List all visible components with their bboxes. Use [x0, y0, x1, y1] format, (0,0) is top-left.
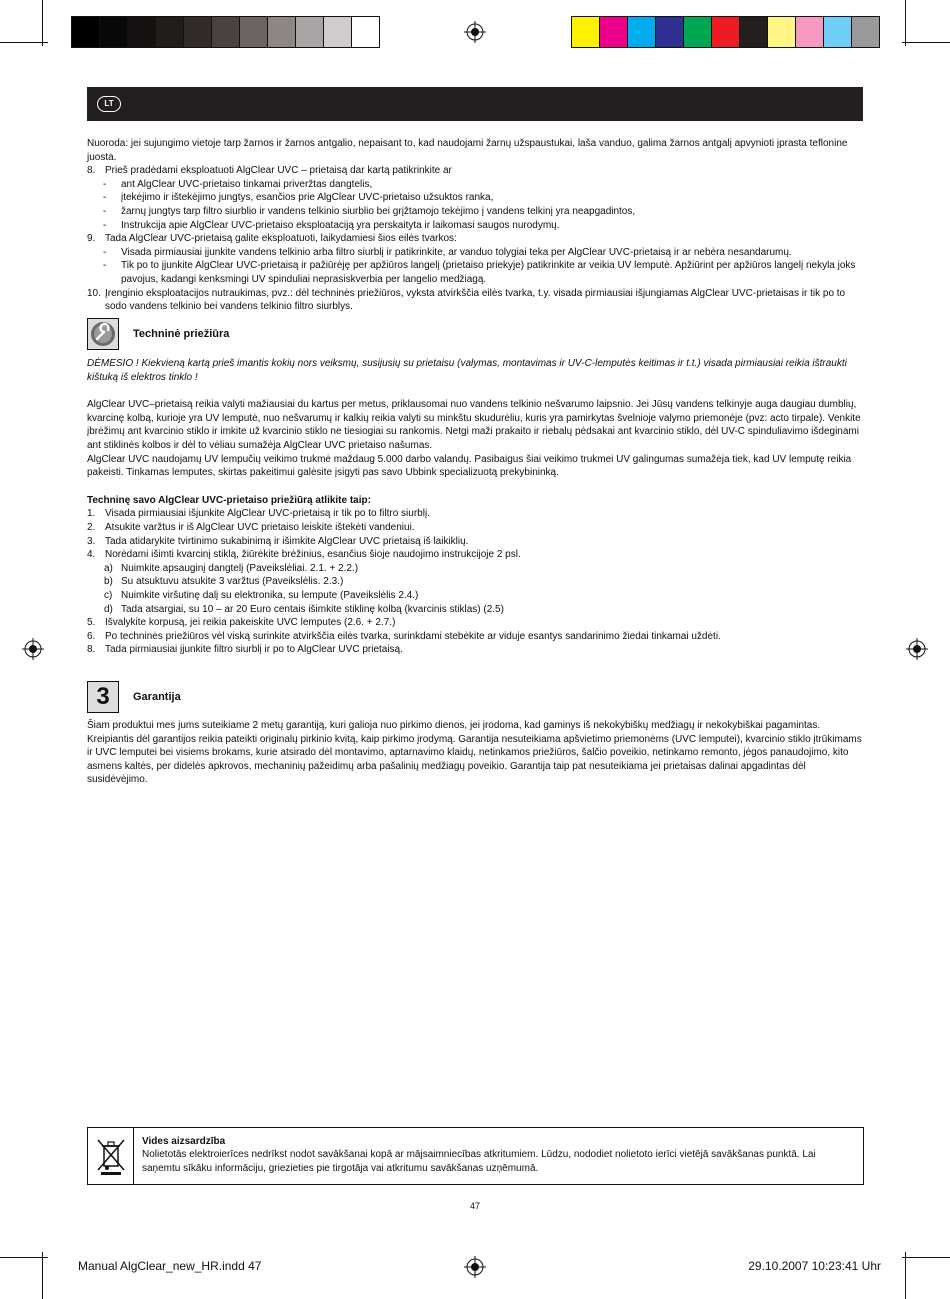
intro-item	[87, 164, 863, 178]
dash-marker: -	[103, 260, 107, 272]
intro-item-text: Prieš pradėdami eksploatuoti AlgClear UVC – prietaisą dar kartą patikrinkite ar	[105, 165, 452, 177]
intro-subitem	[87, 219, 863, 233]
registration-mark-icon	[906, 638, 928, 660]
color-swatch	[628, 17, 656, 47]
crop-mark	[905, 1252, 906, 1299]
maintenance-step-number: 1.	[87, 508, 96, 520]
maintenance-step	[87, 630, 863, 644]
maintenance-substep-text: Nuimkite apsauginį dangtelį (Paveikslėliai. 2.1. + 2.2.)	[121, 562, 359, 574]
color-swatch	[212, 17, 240, 47]
maintenance-step	[87, 521, 863, 535]
warranty-heading	[87, 681, 181, 713]
maintenance-step-text: Po techninės priežiūros vėl viską surinkite atvirkščia eilės tvarka, surinkdami stebėkite ar viduje esantys sandarinimo žiedai tinkamai uždėti.	[105, 630, 721, 642]
color-swatch	[268, 17, 296, 47]
crop-mark	[0, 1257, 48, 1258]
intro-item-text: Įrenginio eksploatacijos nutraukimas, pvz.: dėl techninės priežiūros, vyksta atvirkščia eilės tvarka, t.y. visada pirmiausiai išjungiamas AlgClear UVC-prietaisas ir tik po to sodo vandens telkinio bei vandens telkinio filtro siurblys.	[105, 287, 846, 313]
language-header-bar	[87, 87, 863, 121]
registration-mark-icon	[464, 1256, 486, 1278]
intro-list	[87, 164, 863, 314]
intro-subitem-text: įtekėjimo ir ištekėjimo jungtys, esančios prie AlgClear UVC-prietaiso užsuktos ranka,	[121, 192, 494, 204]
color-swatch	[600, 17, 628, 47]
environment-notice	[87, 1127, 864, 1185]
intro-item-number: 8.	[87, 165, 96, 177]
maintenance-substep-text: Su atsuktuvu atsukite 3 varžtus (Paveikslėlis. 2.3.)	[121, 576, 344, 588]
intro-subitem	[87, 205, 863, 219]
color-swatch	[240, 17, 268, 47]
wrench-icon	[90, 321, 116, 347]
intro-item-number: 10.	[87, 287, 101, 299]
maintenance-step	[87, 548, 863, 562]
maintenance-steps-title: Techninę savo AlgClear UVC-prietaiso priežiūrą atlikite taip:	[87, 494, 371, 506]
crop-mark	[902, 1257, 950, 1258]
maintenance-section	[87, 357, 863, 657]
color-swatch	[796, 17, 824, 47]
registration-mark-icon	[22, 638, 44, 660]
maintenance-step-text: Išvalykite korpusą, jei reikia pakeiskite UVC lemputes (2.6. + 2.7.)	[105, 617, 396, 629]
color-swatch	[128, 17, 156, 47]
maintenance-step-number: 2.	[87, 521, 96, 533]
page-number: 47	[469, 1201, 480, 1211]
maintenance-step-text: Atsukite varžtus ir iš AlgClear UVC prietaiso leiskite ištekėti vandeniui.	[105, 521, 415, 533]
process-color-bar	[571, 16, 880, 48]
intro-subitem	[87, 178, 863, 192]
maintenance-badge	[87, 318, 119, 350]
warranty-badge-number: 3	[96, 683, 110, 710]
color-swatch	[324, 17, 352, 47]
color-swatch	[184, 17, 212, 47]
dash-marker: -	[103, 219, 107, 231]
color-swatch	[100, 17, 128, 47]
maintenance-substep-letter: a)	[104, 562, 113, 574]
warranty-badge	[87, 681, 119, 713]
maintenance-paragraph: AlgClear UVC–prietaisą reikia valyti mažiausiai du kartus per metus, priklausomai nuo vandens telkinio nešvarumo laipsnio. Jei Jūsų vandens telkinyje auga daugiau dumblių, kvarcinę kolbą, kurioje yra UV lemputė, nuo nešvarumų ir kalkių reikia valyti su minkštu skudurėliu, kuris yra pamirkytas švelnioje valymo priemonėje (pvz: acto tirpale). Venkite įbrėžimų ant kvarcinio stiklo ir imkite už kvarcinio stiklo ne tiesiogiai su rankomis. Netgi maži prakaito ir riebalų pėdsakai ant kvarcinio stiklo, dėl UV-C spinduliavimo išdeginami ant stiklinės kolbos ir dėl to vėliau sumažėja AlgClear UVC prietaiso našumas.	[87, 399, 861, 451]
intro-item	[87, 232, 863, 246]
maintenance-step-number: 6.	[87, 630, 96, 642]
warranty-section	[87, 719, 863, 787]
warranty-title: Garantija	[133, 691, 181, 703]
maintenance-title: Techninė priežiūra	[133, 328, 230, 340]
maintenance-step-number: 4.	[87, 549, 96, 561]
maintenance-step-text: Visada pirmiausiai išjunkite AlgClear UVC-prietaisą ir tik po to filtro siurblį.	[105, 508, 430, 520]
color-swatch	[712, 17, 740, 47]
dash-marker: -	[103, 192, 107, 204]
crop-mark	[902, 42, 950, 43]
maintenance-steps-list	[87, 507, 863, 657]
color-swatch	[684, 17, 712, 47]
maintenance-step	[87, 507, 863, 521]
intro-item-text: Tada AlgClear UVC-prietaisą galite eksploatuoti, laikydamiesi šios eilės tvarkos:	[105, 233, 457, 245]
crop-mark	[42, 0, 43, 46]
maintenance-warning: DĖMESIO ! Kiekvieną kartą prieš imantis kokių nors veiksmų, susijusių su prietaisu (valymas, montavimas ir UV-C-lemputės keitimas ir t.t.) visada pirmiausiai reikia ištraukti kištuką iš elektros tinklo !	[87, 358, 847, 383]
maintenance-substep	[87, 575, 863, 589]
maintenance-step-text: Tada pirmiausiai įjunkite filtro siurblį ir po to AlgClear UVC prietaisą.	[105, 644, 403, 656]
color-swatch	[824, 17, 852, 47]
maintenance-step-number: 8.	[87, 644, 96, 656]
maintenance-paragraph: AlgClear UVC naudojamų UV lempučių veikimo trukmė maždaug 5.000 darbo valandų. Pasibaigus šiai veikimo trukmei UV galingumas sumažėja tiek, kad UV lemputę reikia pakeisti. Tinkamas lemputes, skirtas pakeitimui galėsite įsigyti pas savo Ubbink specializuotą prekybininką.	[87, 453, 852, 479]
intro-subitem	[87, 259, 863, 286]
maintenance-step-text: Norėdami išimti kvarcinį stiklą, žiūrėkite brėžinius, esančius šioje naudojimo instrukcijoje 2 psl.	[105, 549, 521, 561]
maintenance-substep-letter: c)	[104, 589, 113, 601]
crop-mark	[0, 42, 48, 43]
language-badge: LT	[97, 96, 121, 112]
color-swatch	[156, 17, 184, 47]
environment-text-block	[142, 1135, 856, 1175]
maintenance-substep-letter: b)	[104, 576, 113, 588]
maintenance-heading	[87, 318, 229, 350]
color-swatch	[656, 17, 684, 47]
dash-marker: -	[103, 178, 107, 190]
maintenance-step-number: 5.	[87, 617, 96, 629]
color-swatch	[740, 17, 768, 47]
intro-note: Nuoroda: jei sujungimo vietoje tarp žarnos ir žarnos antgalio, nepaisant to, kad naudojami žarnų užspaustukai, laša vanduo, galima žarnos antgalį apvynioti įprasta teflonine juosta.	[87, 138, 848, 163]
environment-title: Vides aizsardzība	[142, 1136, 226, 1147]
intro-subitem	[87, 246, 863, 260]
registration-mark-icon	[464, 21, 486, 43]
intro-subitem-text: Tik po to įjunkite AlgClear UVC-prietaisą ir pažiūrėję per apžiūros langelį (prietaiso priekyje) patikrinkite ar veikia UV lemputė. Apžiūrint per apžiūros langelį nekyla joks pavojus, kadangi kenksmingi UV spinduliai neprasiskverbia per langelio medžiagą.	[121, 260, 856, 285]
maintenance-substep-text: Tada atsargiai, su 10 – ar 20 Euro centais išimkite stiklinę kolbą (kvarcinis stiklas) (2.5)	[121, 603, 504, 615]
intro-item-number: 9.	[87, 233, 96, 245]
crop-mark	[42, 1252, 43, 1299]
maintenance-substep	[87, 589, 863, 603]
maintenance-substep	[87, 603, 863, 617]
environment-text: Nolietotās elektroierīces nedrīkst nodot savākšanai kopā ar mājsaimniecības atkritumiem. Lūdzu, nododiet nolietoto ierīci vietējā savākšanas punktā. Lai saņemtu sīkāku informāciju, griezieties pie tirgotāja vai atkritumu savākšanas uzņēmumā.	[142, 1149, 816, 1174]
intro-subitem-text: Visada pirmiausiai įjunkite vandens telkinio arba filtro siurblį ir patikrinkite, ar vanduo tolygiai teka per AlgClear UVC-prietaisą ir ar nebėra nesandarumų.	[121, 246, 792, 258]
intro-subitem	[87, 191, 863, 205]
gray-color-bar	[71, 16, 380, 48]
color-swatch	[296, 17, 324, 47]
color-swatch	[768, 17, 796, 47]
intro-subitem-text: žarnų jungtys tarp filtro siurblio ir vandens telkinio siurblio bei grįžtamojo tekėjimo į vandens telkinį yra neapgadintos,	[121, 205, 636, 217]
maintenance-substep-text: Nuimkite viršutinę dalį su elektronika, su lempute (Paveikslėlis 2.4.)	[121, 589, 419, 601]
intro-section	[87, 137, 863, 314]
dash-marker: -	[103, 205, 107, 217]
environment-icon-cell	[88, 1128, 134, 1184]
date-slug: 29.10.2007 10:23:41 Uhr	[748, 1259, 881, 1273]
maintenance-step	[87, 535, 863, 549]
color-swatch	[572, 17, 600, 47]
file-slug: Manual AlgClear_new_HR.indd 47	[78, 1259, 262, 1273]
dash-marker: -	[103, 246, 107, 258]
maintenance-step	[87, 643, 863, 657]
intro-subitem-text: Instrukcija apie AlgClear UVC-prietaiso eksploataciją yra perskaityta ir laikomasi saugos nurodymų.	[121, 219, 560, 231]
maintenance-substep	[87, 562, 863, 576]
crossed-bin-icon	[95, 1136, 127, 1176]
maintenance-step-text: Tada atidarykite tvirtinimo sukabinimą ir išimkite AlgClear UVC prietaisą iš laikiklių.	[105, 535, 469, 547]
warranty-text: Šiam produktui mes jums suteikiame 2 metų garantiją, kuri galioja nuo pirkimo dienos, jei įrodoma, kad gaminys iš nekokybiškų medžiagų ir nekokybiškai pagamintas. Kreipiantis dėl garantijos reikia pateikti originalų pirkinio kvitą, kaip pirkimo įrodymą. Garantija nesuteikiama apšvietimo priemonėms (UVC lemputei), kvarcinio stiklo įtrūkimams ir UVC lemputei bei visiems brokams, kurie atsirado dėl montavimo, aptarnavimo klaidų, netinkamos priežiūros, šalčio poveikio, netinkamo remonto, jėgos panaudojimo, kito asmens kaltės, per didelės apkrovos, mechaninių pažeidimų arba pašalinių medžiagų poveikio. Garantija taip pat nesuteikiama jei prietaisas dalinai apgadintas dėl susidėvėjimo.	[87, 720, 862, 786]
maintenance-substep-letter: d)	[104, 603, 113, 615]
color-swatch	[72, 17, 100, 47]
color-swatch	[352, 17, 379, 47]
color-swatch	[852, 17, 879, 47]
crop-mark	[905, 0, 906, 46]
intro-subitem-text: ant AlgClear UVC-prietaiso tinkamai priveržtas dangtelis,	[121, 178, 373, 190]
maintenance-step-number: 3.	[87, 535, 96, 547]
intro-item	[87, 287, 863, 314]
maintenance-step	[87, 616, 863, 630]
